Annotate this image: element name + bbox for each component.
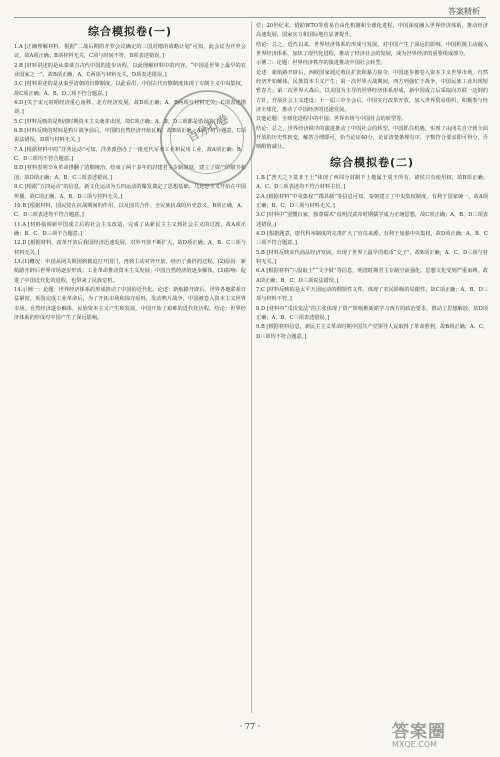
answer-paragraph: 13.(1)概况：中国从闭关锁国到被迫打开国门，再到主动对外开放，经历了曲折的过程。(2)原因：新航路开辟后世界市场逐步形成；工业革命推动资本主义发展；中国自然经济的逐步解体。(3)影响：促进了中国近代化的进程，也带来了民族危机。 bbox=[14, 258, 246, 284]
site-watermark bbox=[392, 717, 492, 751]
answer-paragraph: 3.C [材料讲述的是从秦至清朝的官僚制度，以此看出，中国古代官僚制度体现了专制主义中央集权，故C项正确；A、B、D三项不符合题意。] bbox=[14, 81, 246, 97]
answer-paragraph: 1.A [正确理解材料。根据“二战后期的开罗会议确定的三国对德的战略计划”可知，此会议为开罗会议，故A项正确；B项材料无关，C项与时间不符，D项表述错误。] bbox=[14, 44, 246, 60]
answer-paragraph: 9.B [根据材料信息，新民主主义革命时期中国共产党领导人民取得了革命胜利，故B项正确；A、C、D三项均不符合题意。] bbox=[256, 324, 488, 340]
answer-paragraph: 结论：总之，近代以来，世界经济体系的形成与发展，对中国产生了深远的影响，中国积极主动融入世界经济体系，加快了现代化进程，推动了经济社会的发展，成为世界经济的重要组成部分。 bbox=[256, 41, 488, 58]
answer-paragraph: 结论：总之，世界经济秩序的演进推动了中国社会的转型，中国抓住机遇，实现了由闭关自守到全面开放的历史性转变，解答合理即可，恰当论证40分，论证清楚条理有序，字数符合要求即可得分，否则酌情减分。 bbox=[256, 125, 488, 151]
circular-stamp bbox=[160, 90, 256, 186]
right-column bbox=[256, 22, 488, 713]
answer-paragraph: 5.C [材料反映的是明清时期资本主义萌芽出现，故C项正确；A、B、D三项都是错误的。] bbox=[14, 118, 219, 125]
stamp-text: 百分打卷 bbox=[185, 112, 231, 145]
answer-paragraph: 5.B [材料反映宋代商品经济发展，出现了世界上最早的纸币“交子”，故B项正确；A、C、D三项与材料无关。] bbox=[256, 249, 488, 265]
page-number: · 77 · bbox=[239, 722, 261, 731]
answer-paragraph: 12.D [根据材料，改革开放后我国经济迅速发展，对外开放不断扩大，故D项正确；A、B、C三项与材料无关。] bbox=[14, 240, 246, 256]
answer-paragraph: 14.示例一：论题：世界经济体系的形成推动了中国的近代化。论述：新航路开辟后，世界各地联系日益紧密，英国完成工业革命后，为了开拓市场和掠夺原料，发动鸦片战争，中国被卷入资本主义世界市场，自然经济逐步解体，民族资本主义产生和发展，中国开始了艰难的近代化历程。结论：世界经济体系的形成对中国产生了深远影响。 bbox=[14, 286, 246, 321]
section-title-2: 综合模拟卷(二) bbox=[329, 155, 415, 169]
answer-paragraph: 4.D [关于宋元时期经济重心南移、北方经济发展，故D项正确；A、B两项与材料无关，C项表述错误。] bbox=[14, 100, 246, 116]
answer-paragraph: 8.D [材料表明辛亥革命推翻了清朝统治，结束了两千多年的封建君主专制制度，建立了资产阶级共和国，故D项正确；A、B、C三项表述错误。] bbox=[14, 165, 246, 181]
answer-paragraph: 8.D [材料中“戊戌变法”的主张体现了资产阶级维新派学习西方的政治要求，推动了思想解放，故D项正确；A、B、C三项表述错误。] bbox=[256, 305, 488, 321]
answer-paragraph: 7.A [根据材料中的“洋务运动”可知，洋务派创办了一批近代军事工业和民用工业，故A项正确；B、C、D三项均不符合题意。] bbox=[14, 146, 246, 163]
answer-paragraph: 6.A [根据材料“八股取士”“文字狱”等信息，明清时期君主专制空前强化，思想文化受到严重束缚，故A项正确；B、C、D三项说法错误。] bbox=[256, 268, 488, 284]
answer-paragraph: 11.A [材料强调新中国成立后的社会主义改造，完成了从新民主主义到社会主义的过渡，故A项正确；B、C、D三项不合题意。] bbox=[14, 221, 246, 237]
answer-paragraph: 10.B [根据材料，国民党在抗战期间的作用，以及国共合作、全民族抗战的历史意义，B项正确，A、C、D三项表述均不符合题意。] bbox=[14, 202, 246, 219]
watermark-url: MXQE.COM bbox=[392, 740, 438, 749]
section-title-1: 综合模拟卷(一) bbox=[87, 25, 173, 38]
answer-paragraph: 3.C [材料中“罢黜百家，独尊儒术”说明汉武帝时期儒学成为正统思想，故C项正确；A、B、D三项表述错误。] bbox=[256, 212, 488, 228]
answer-paragraph: 其他论题：全球化进程中的中国；世界市场与中国社会的转型等。 bbox=[256, 116, 407, 123]
answer-paragraph: 论述：新航路开辟后，西欧国家通过殖民扩张和暴力掠夺，中国逐步被卷入资本主义世界市场，自然经济开始解体，民族资本主义产生；第一次世界大战期间，西方列强忙于战争，中国民族工业出现短暂春天；第二次世界大战后，以美国为主导的世界经济体系形成，新中国成立后采取向苏联一边倒的方针，开展社会主义建设；十一届三中全会后，中国实行改革开放，加入世界贸易组织，积极参与经济全球化，推动了中国经济的迅速发展。 bbox=[256, 69, 488, 114]
answer-paragraph: 2.B [材料讲述的是从泰谈吉古代中国的进步历程，以此理解材料中的内容，“中国是世界上最早的农业国家之一”，故B项正确，A、C两项与材料无关，D项表述错误。] bbox=[14, 62, 246, 79]
watermark-logo-text: 答案圈 bbox=[392, 722, 446, 742]
answer-paragraph: 4.D [根据题意，唐代科举制度的完善扩大了官员来源，有利于加强中央集权，故D项正确；A、B、C三项不符合题意。] bbox=[256, 230, 488, 247]
answer-paragraph: 2.A [根据材料“中央集权”“郡县制”等信息可知，秦朝建立了中央集权制度，有利于国家统一，故A项正确；B、C、D三项与材料无关。] bbox=[256, 193, 488, 209]
answer-paragraph: 位；20世纪末，借助WTO等贸易自由化机制和全球化进程，中国深度融入世界经济体系，推动经济高速发展，国家实力和国际地位显著提升。 bbox=[256, 23, 488, 39]
answer-paragraph: 1.B [“普天之下莫非王土”体现了西周分封制下土地属于周王所有，诸侯只有使用权，故B项正确；A、C、D三项表述均不符合材料主旨。] bbox=[256, 174, 488, 191]
running-header: 答案精析 bbox=[448, 7, 480, 16]
answer-paragraph: 6.B [材料反映的时间是鸦片战争前后，中国的自然经济开始瓦解，故B项正确。A项不符合题意，C项说法错误，D项与材料无关。] bbox=[14, 128, 246, 144]
answer-paragraph: 示例二：论题：世界经济秩序的演进推动中国社会转型。 bbox=[256, 60, 386, 67]
answer-paragraph: 7.C [材料反映的是太平天国运动的纲领性文件，体现了农民阶级的局限性，故C项正确；A、B、D三项与材料不符。] bbox=[256, 286, 488, 303]
header-rule bbox=[14, 17, 486, 18]
answer-paragraph: 9.C [根据“五四运动”的信息，新文化运动为五四运动的爆发奠定了思想基础，马克思主义开始在中国传播，故C项正确，A、B、D三项与材料无关。] bbox=[14, 184, 246, 200]
